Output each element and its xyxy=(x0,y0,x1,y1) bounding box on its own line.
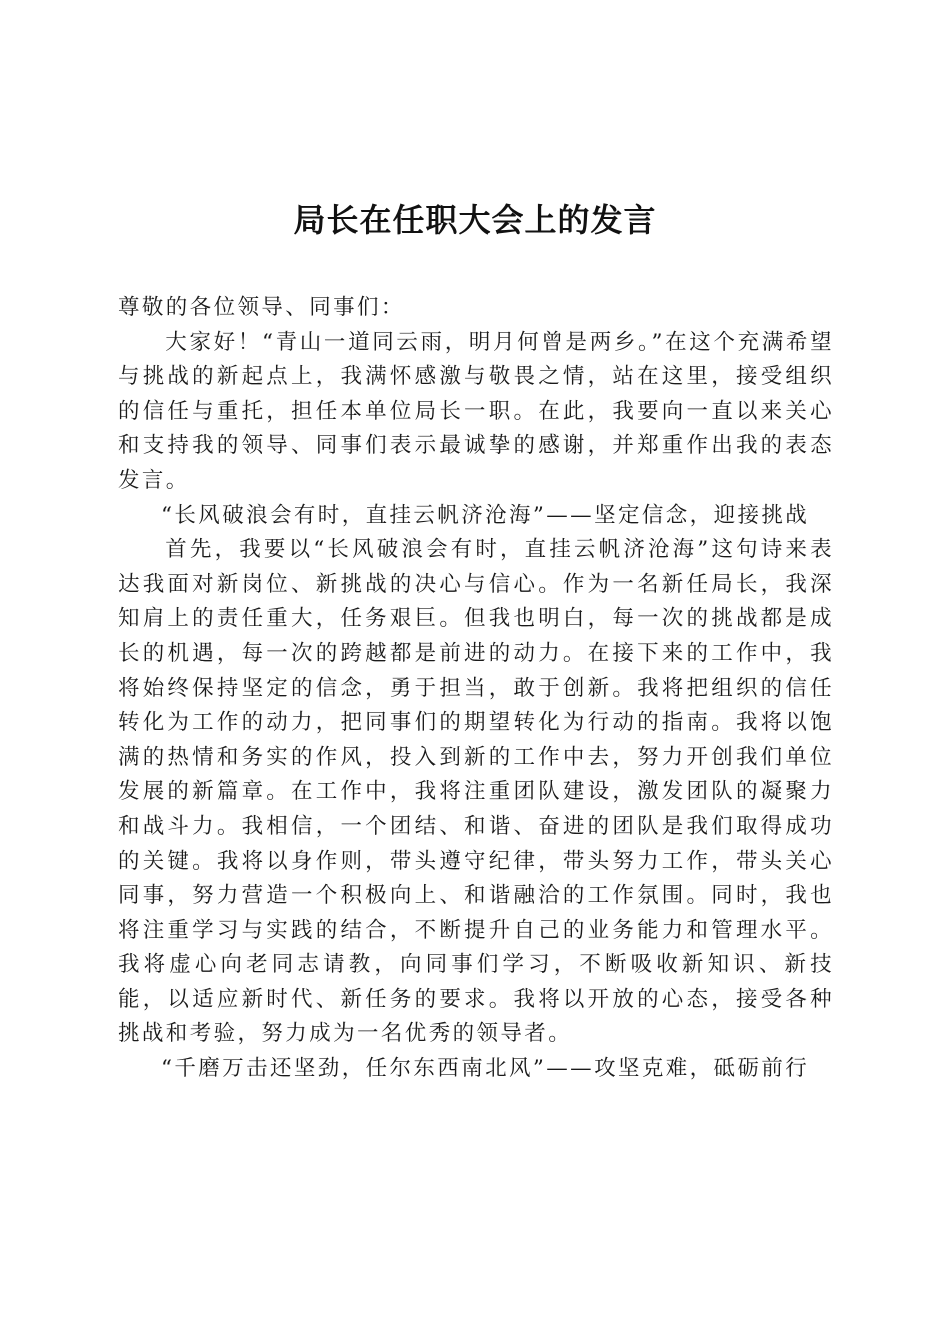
paragraph-section-1: 首先，我要以“长风破浪会有时，直挂云帆济沧海”这句诗来表达我面对新岗位、新挑战的决心与信心。作为一名新任局长，我深知肩上的责任重大，任务艰巨。但我也明白，每一次的挑战都是成长的机遇，每一次的跨越都是前进的动力。在接下来的工作中，我将始终保持坚定的信念，勇于担当，敢于创新。我将把组织的信任转化为工作的动力，把同事们的期望转化为行动的指南。我将以饱满的热情和务实的作风，投入到新的工作中去，努力开创我们单位发展的新篇章。在工作中，我将注重团队建设，激发团队的凝聚力和战斗力。我相信，一个团结、和谐、奋进的团队是我们取得成功的关键。我将以身作则，带头遵守纪律，带头努力工作，带头关心同事，努力营造一个积极向上、和谐融洽的工作氛围。同时，我也将注重学习与实践的结合，不断提升自己的业务能力和管理水平。我将虚心向老同志请教，向同事们学习，不断吸收新知识、新技能，以适应新时代、新任务的要求。我将以开放的心态，接受各种挑战和考验，努力成为一名优秀的领导者。 xyxy=(118,537,834,1047)
document-title: 局长在任职大会上的发言 xyxy=(293,201,657,239)
section-heading-1: “长风破浪会有时，直挂云帆济沧海”——坚定信念，迎接挑战 xyxy=(161,502,810,528)
paragraph-greeting: 大家好！“青山一道同云雨，明月何曾是两乡。”在这个充满希望与挑战的新起点上，我满怀感激与敬畏之情，站在这里，接受组织的信任与重托，担任本单位局长一职。在此，我要向一直以来关心和支持我的领导、同事们表示最诚挚的感谢，并郑重作出我的表态发言。 xyxy=(118,329,834,493)
salutation: 尊敬的各位领导、同事们： xyxy=(118,295,405,320)
section-heading-2: “千磨万击还坚劲，任尔东西南北风”——攻坚克难，砥砺前行 xyxy=(161,1056,810,1082)
document-body xyxy=(118,291,834,1087)
